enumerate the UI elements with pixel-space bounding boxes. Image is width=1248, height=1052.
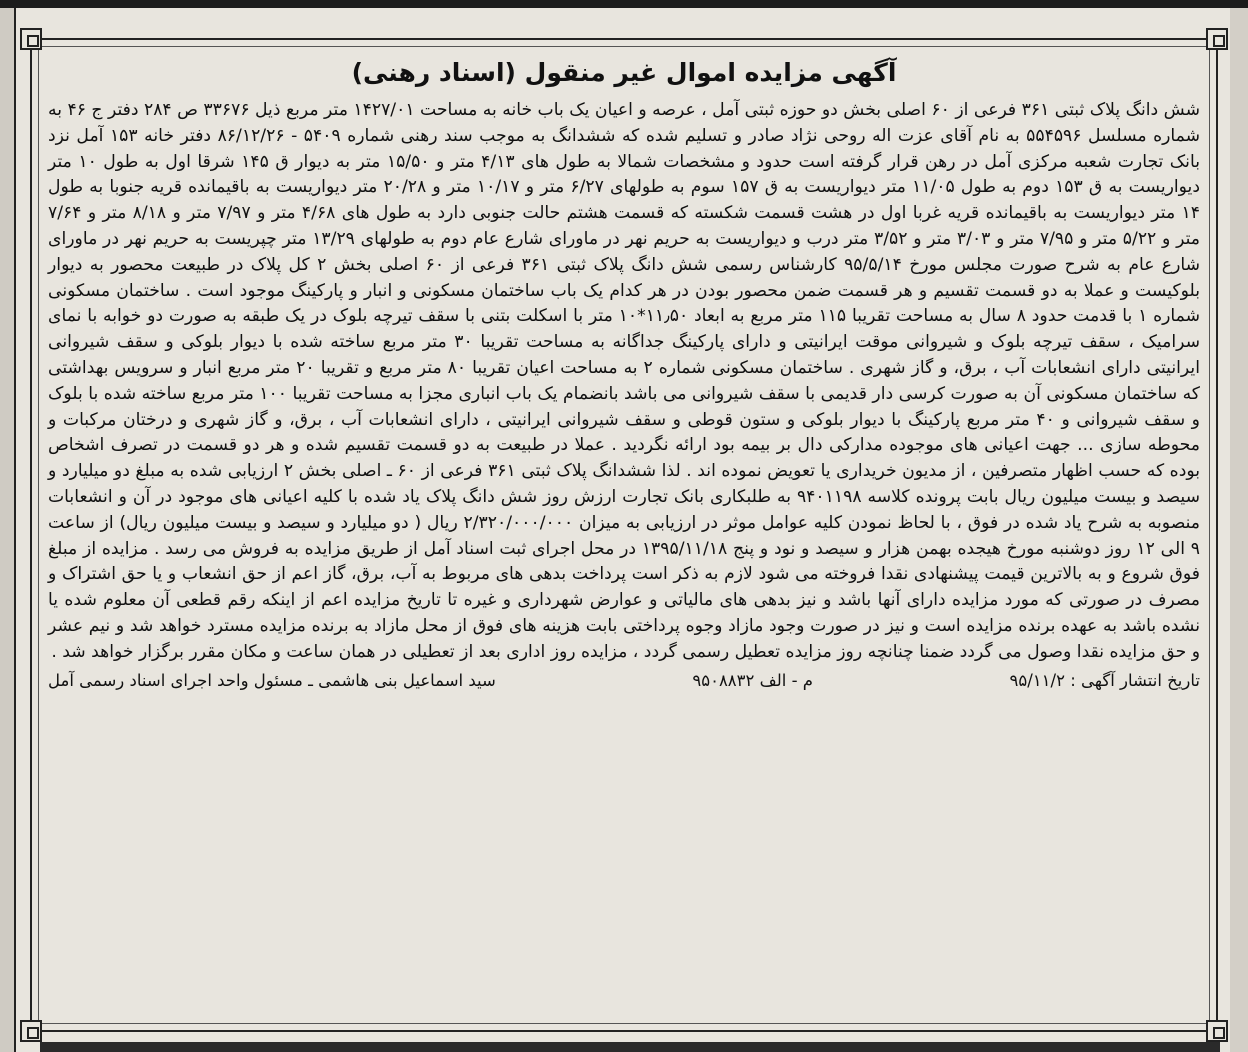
- left-adjacent-column: [0, 8, 16, 1052]
- frame-corner-ornament: [1206, 1020, 1228, 1042]
- bottom-border-rule: [40, 1042, 1220, 1052]
- notice-body: شش دانگ پلاک ثبتی ۳۶۱ فرعی از ۶۰ اصلی بخش دو حوزه ثبتی آمل ، عرصه و اعیان یک باب خانه به مساحت ۱۴۲۷/۰۱ متر مربع ذیل ۳۳۶۷۶ ص ۲۸۴ دفتر ج ۴۶ به شماره مسلسل ۵۵۴۵۹۶ به نام آقای عزت اله روحی نژاد صادر و تسلیم شده که ششدانگ به موجب سند رهنی شماره ۵۴۰۹ - ۸۶/۱۲/۲۶ دفتر خانه ۱۵۳ آمل نزد بانک تجارت شعبه مرکزی آمل در رهن قرار گرفته است حدود و مشخصات شمالا به طول های ۴/۱۳ متر و ۱۵/۵۰ متر به دیوار ق ۱۴۵ شرقا اول به طول ۱۰ متر دیواریست به ق ۱۵۳ دوم به طول ۱۱/۰۵ متر دیواریست به ق ۱۵۷ سوم به طولهای ۶/۲۷ متر و ۱۰/۱۷ متر و ۲۰/۲۸ متر دیواریست به باقیمانده قریه جنوبا به طول ۱۴ متر دیواریست به باقیمانده قریه غربا اول در هشت قسمت شکسته که قسمت هشتم حالت جنوبی دارد به طول های ۴/۶۸ متر و ۷/۹۷ متر و ۸/۱۸ متر و ۷/۶۴ متر و ۵/۲۲ متر و ۷/۹۵ متر و ۳/۰۳ متر و ۳/۵۲ متر درب و دیواریست به حریم نهر در ماورای شارع عام دوم به طولهای ۱۳/۲۹ متر چپریست به حریم نهر در ماورای شارع عام به شرح صورت مجلس مورخ ۹۵/۵/۱۴ کارشناس رسمی شش دانگ پلاک ثبتی ۳۶۱ فرعی از ۶۰ اصلی بخش ۲ کل پلاک در طبیعت محصور به دیوار بلوکیست و عملا به دو قسمت تقسیم و هر قسمت ضمن محصور بودن در هر کدام یک باب ساختمان مسکونی و انبار و پارکینگ موجود است . ساختمان مسکونی شماره ۱ با قدمت حدود ۸ سال به مساحت تقریبا ۱۱۵ متر مربع به ابعاد ۱۱٫۵۰*۱۰ متر با اسکلت بتنی با سقف تیرچه بلوک در یک طبقه به صورت دو خوابه با نمای سرامیک ، سقف تیرچه بلوک و شیروانی موقت ایرانیتی و دارای پارکینگ جداگانه به مساحت تقریبا ۳۰ متر مربع ساخته شده با دیوار بلوکی و سقف شیروانی ایرانیتی دارای انشعابات آب ، برق، و گاز شهری . ساختمان مسکونی شماره ۲ به مساحت اعیان تقریبا ۸۰ متر مربع و تقریبا ۲۰ متر مربع انبار و سرویس بهداشتی که ساختمان مسکونی آن به صورت کرسی دار قدیمی با سقف شیروانی می باشد بانضمام یک باب انباری مجزا به مساحت تقریبا ۱۰۰ متر مربع ساخته شده با بلوک و سقف شیروانی و ۴۰ متر مربع پارکینگ با دیوار بلوکی و ستون قوطی و سقف شیروانی ایرانیتی ، دارای انشعابات آب ، برق، و گاز شهری و درختان مرکبات و محوطه سازی ... جهت اعیانی های موجوده مدارکی دال بر بیمه بود ارائه نگردید . عملا در طبیعت به دو قسمت تقسیم شده و هر دو قسمت در تصرف اشخاص بوده که حسب اظهار متصرفین ، از مدیون خریداری یا تعویض نموده اند . لذا ششدانگ پلاک ثبتی ۳۶۱ فرعی از ۶۰ ـ اصلی بخش ۲ ارزیابی شده به مبلغ دو میلیارد و سیصد و بیست میلیون ریال بابت پرونده کلاسه ۹۴۰۱۱۹۸ به طلبکاری بانک تجارت ارزش روز شش دانگ پلاک یاد شده با کلیه اعیانی های موجود در آن و انشعابات منصوبه به شرح یاد شده در فوق ، با لحاظ نمودن کلیه عوامل موثر در ارزیابی به میزان ۲/۳۲۰/۰۰۰/۰۰۰ ریال ( دو میلیارد و سیصد و بیست میلیون ریال) از ساعت ۹ الی ۱۲ روز دوشنبه مورخ هیجده بهمن هزار و سیصد و نود و پنج ۱۳۹۵/۱۱/۱۸ در محل اجرای ثبت اسناد آمل از طریق مزایده به فروش می رسد . مزایده از مبلغ فوق شروع و به بالاترین قیمت پیشنهادی نقدا فروخته می شود لازم به ذکر است پرداخت بدهی های مربوط به آب، برق، گاز اعم از حق انشعاب و یا حق اشتراک و مصرف در صورتی که مورد مزایده دارای آنها باشد و نیز بدهی های مالیاتی و عوارض شهرداری و غیره تا تاریخ مزایده اعم از اینکه رقم قطعی آن معلوم شده یا نشده باشد به عهده برنده مزایده است و نیز در صورت وجود مازاد وجوه پرداختی بابت هزینه های فوق از محل مازاد به برنده مزایده مسترد خواهد شد و نیم عشر و حق مزایده نقدا وصول می گردد ضمنا چنانچه روز مزایده تعطیل رسمی گردد ، مزایده روز اداری بعد از تعطیلی در همان ساعت و مکان مقرر برگزار خواهد شد .: [48, 100, 1201, 662]
- signature: سید اسماعیل بنی هاشمی ـ مسئول واحد اجرای اسناد رسمی آمل: [48, 670, 496, 690]
- frame-corner-ornament: [20, 1020, 42, 1042]
- publish-date: تاریخ انتشار آگهی : ۹۵/۱۱/۲: [1009, 670, 1200, 690]
- notice-footer: [48, 668, 1200, 694]
- frame-corner-ornament: [20, 28, 42, 50]
- top-border-rule: [0, 0, 1248, 8]
- notice-title: آگهی مزایده اموال غیر منقول (اسناد رهنی): [351, 58, 897, 87]
- notice-content: [48, 56, 1200, 694]
- frame-corner-ornament: [1206, 28, 1228, 50]
- right-adjacent-column: [1230, 8, 1248, 1052]
- reference-code: م - الف ۹۵۰۸۸۳۲: [692, 670, 814, 690]
